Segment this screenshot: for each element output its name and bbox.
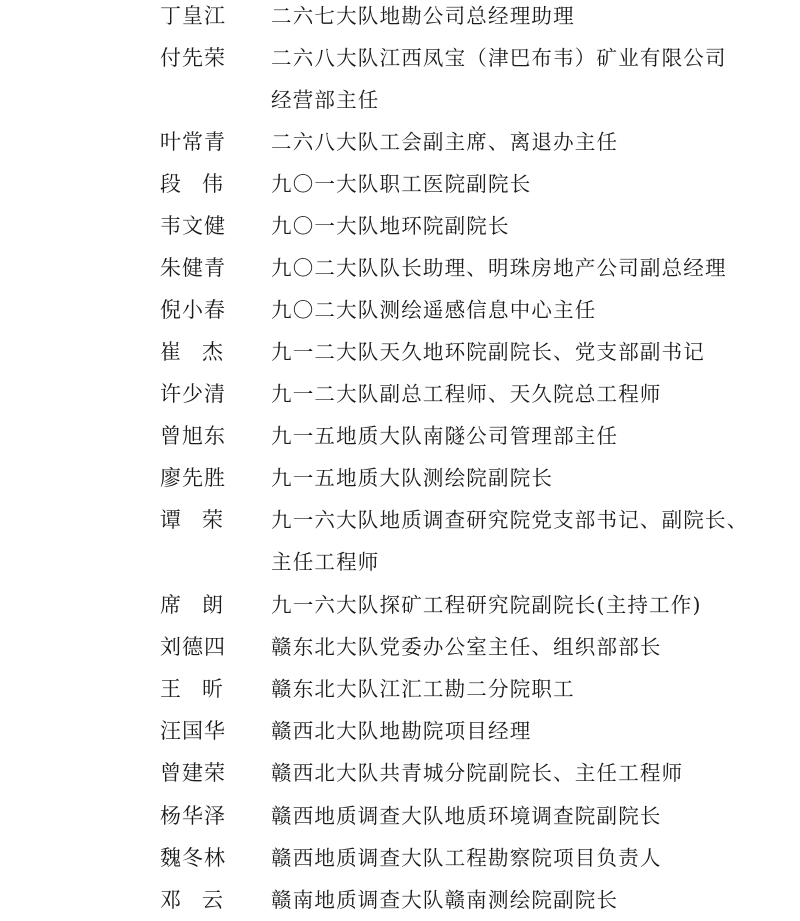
person-name: 韦文健 — [160, 214, 226, 238]
position-title: 赣东北大队党委办公室主任、组织部部长 — [271, 635, 662, 659]
position-title-continued: 主任工程师 — [271, 550, 380, 574]
person-name: 曾旭东 — [160, 424, 226, 448]
position-title: 二六七大队地勘公司总经理助理 — [271, 4, 575, 28]
person-name: 朱健青 — [160, 256, 226, 280]
position-title: 九一二大队副总工程师、天久院总工程师 — [271, 382, 662, 406]
position-title: 九〇一大队职工医院副院长 — [271, 172, 532, 196]
person-name: 倪小春 — [160, 298, 226, 322]
position-title: 九〇二大队队长助理、明珠房地产公司副总经理 — [271, 256, 727, 280]
position-title: 九一五地质大队南隧公司管理部主任 — [271, 424, 619, 448]
person-name: 叶常青 — [160, 130, 226, 154]
position-title: 赣南地质调查大队赣南测绘院副院长 — [271, 888, 619, 912]
position-title: 赣西地质调查大队地质环境调查院副院长 — [271, 804, 662, 828]
position-title: 赣西北大队共青城分院副院长、主任工程师 — [271, 761, 684, 785]
position-title: 九〇二大队测绘遥感信息中心主任 — [271, 298, 597, 322]
position-title: 九一六大队探矿工程研究院副院长(主持工作) — [271, 593, 702, 617]
person-name: 曾建荣 — [160, 761, 226, 785]
position-title: 九〇一大队地环院副院长 — [271, 214, 510, 238]
person-name: 汪国华 — [160, 719, 226, 743]
position-title: 赣东北大队江汇工勘二分院职工 — [271, 677, 575, 701]
position-title: 赣西地质调查大队工程勘察院项目负责人 — [271, 846, 662, 870]
position-title-continued: 经营部主任 — [271, 88, 380, 112]
person-name: 魏冬林 — [160, 846, 226, 870]
document-page: 丁皇江 二六七大队地勘公司总经理助理 付先荣 二六八大队江西凤宝（津巴布韦）矿业有限公司 经营部主任 叶常青 二六八大队工会副主席、离退办主任 段 伟 九〇一大队职工医院副院长 韦文健 九〇一大队地环院副院长 朱健青 九〇二大队队长助理、明珠房地产公司副总经理 倪小春 九〇二大队测绘遥感信息中心主任 崔 杰 九一二大队天久地环院副院长、党支部副书记 许少清 九一二大队副总工程师、天久院总工程师 曾旭东 九一五地质大队南隧公司管理部主任 廖先胜 九一五地质大队测绘院副院长 谭 荣 九一六大队地质调查研究院党支部书记、副院长、 主任工程师 席 朗 九一六大队探矿工程研究院副院长(主持工作) 刘德四 赣东北大队党委办公室主任、组织部部长 王 昕 赣东北大队江汇工勘二分院职工 汪国华 赣西北大队地勘院项目经理 曾建荣 赣西北大队共青城分院副院长、主任工程师 杨华泽 赣西地质调查大队地质环境调查院副院长 魏冬林 赣西地质调查大队工程勘察院项目负责人 邓 云 赣南地质调查大队赣南测绘院副院长 — [0, 0, 800, 919]
person-name: 刘德四 — [160, 635, 226, 659]
person-name: 许少清 — [160, 382, 226, 406]
position-title: 九一二大队天久地环院副院长、党支部副书记 — [271, 340, 705, 364]
position-title: 九一六大队地质调查研究院党支部书记、副院长、 — [271, 508, 749, 532]
position-title: 赣西北大队地勘院项目经理 — [271, 719, 532, 743]
person-name: 付先荣 — [160, 46, 226, 70]
person-name: 丁皇江 — [160, 4, 226, 28]
position-title: 九一五地质大队测绘院副院长 — [271, 466, 554, 490]
person-name: 廖先胜 — [160, 466, 226, 490]
position-title: 二六八大队工会副主席、离退办主任 — [271, 130, 619, 154]
position-title: 二六八大队江西凤宝（津巴布韦）矿业有限公司 — [271, 46, 727, 70]
person-name: 杨华泽 — [160, 804, 226, 828]
